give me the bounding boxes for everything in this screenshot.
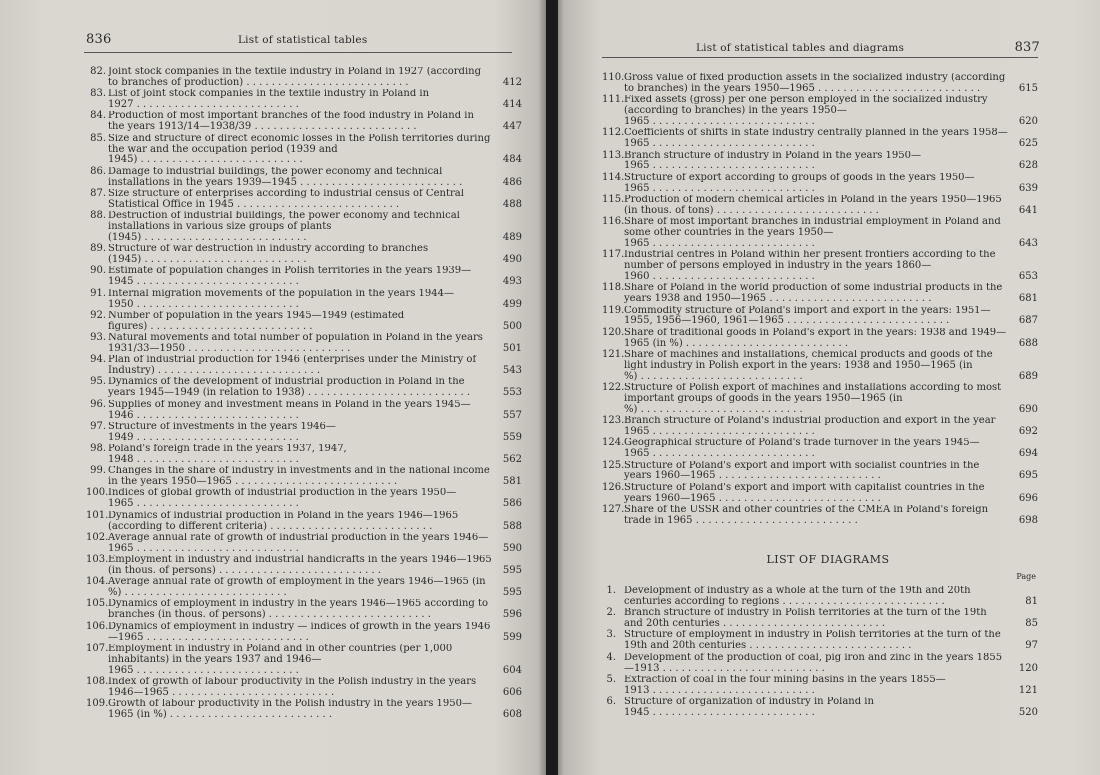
item-number: 121. [602, 348, 625, 360]
item-number: 5. [606, 673, 616, 685]
item-page: 595 [502, 587, 522, 599]
item-number: 82. [90, 66, 106, 77]
list-item [86, 555, 522, 577]
item-title: Fixed assets (gross) per one person employed in the socialized industry (according to branches) in the years 1950—1965 . . . [624, 95, 1008, 128]
item-title: Joint stock companies in the textile industry in Poland in 1927 (according to branches of production) . . . [108, 67, 492, 89]
item-page: 562 [502, 453, 522, 465]
item-number: 106. [86, 620, 109, 632]
list-item [86, 644, 522, 677]
item-title: Gross value of fixed production assets in the socialized industry (according to branches) in the years 1950—1965 . . . [624, 73, 1008, 95]
item-number: 1. [606, 585, 616, 596]
item-page: 689 [1018, 370, 1038, 382]
item-number: 108. [86, 676, 109, 687]
item-title: Structure of Polish export of machines and installations according to most important groups of goods in the years 1950—1965 (in %) . . . [624, 383, 1008, 416]
item-page: 694 [1018, 448, 1038, 460]
item-title: Damage to industrial buildings, the power economy and technical installations in the years 1939—1945 . . . [108, 167, 492, 189]
item-number: 110. [602, 72, 625, 83]
list-item [86, 444, 522, 466]
item-title: Dynamics of employment in industry in the years 1946—1965 according to branches (in thous. of persons) . . . [108, 599, 492, 621]
list-item [602, 483, 1038, 505]
list-item [86, 167, 522, 189]
right-table-list [602, 73, 1038, 527]
list-item [602, 350, 1038, 383]
item-number: 122. [602, 382, 625, 394]
list-item [86, 677, 522, 699]
item-number: 119. [602, 304, 625, 316]
item-page: 553 [502, 387, 522, 399]
list-item [86, 400, 522, 422]
list-item [86, 289, 522, 311]
item-page: 85 [1025, 618, 1038, 630]
list-item [602, 608, 1038, 630]
item-number: 103. [86, 554, 109, 566]
list-item [86, 622, 522, 644]
left-page-number: 836 [86, 32, 112, 47]
item-title: Production of modern chemical articles in Poland in the years 1950—1965 (in thous. of tons) . . . [624, 195, 1008, 217]
item-number: 125. [602, 459, 625, 471]
item-title: Poland's foreign trade in the years 1937, 1947, 1948 . . . [108, 444, 492, 466]
item-title: Share of most important branches in industrial employment in Poland and some other countries in the years 1950—1965 . . . [624, 217, 1008, 250]
item-number: 127. [602, 503, 625, 515]
item-title: Indices of global growth of industrial production in the years 1950—1965 . . . [108, 488, 492, 510]
item-number: 102. [86, 531, 109, 543]
item-page: 696 [1018, 492, 1038, 504]
item-number: 85. [90, 132, 106, 144]
item-title: Structure of Poland's export and import with capitalist countries in the years 1960—1965 . . . [624, 483, 1008, 505]
item-number: 88. [90, 210, 106, 222]
item-page: 586 [502, 498, 522, 510]
item-title: Structure of investments in the years 1946—1949 . . . [108, 422, 492, 444]
item-page: 604 [502, 664, 522, 676]
item-page: 484 [502, 154, 522, 166]
item-page: 608 [502, 709, 522, 721]
item-number: 92. [90, 309, 106, 321]
list-item [602, 675, 1038, 697]
item-title: Structure of export according to groups of goods in the years 1950—1965 . . . [624, 173, 1008, 195]
item-title: Internal migration movements of the population in the years 1944—1950 . . . [108, 289, 492, 311]
item-number: 101. [86, 509, 109, 521]
item-number: 111. [602, 94, 625, 106]
item-page: 695 [1018, 470, 1038, 482]
item-title: Commodity structure of Poland's import and export in the years: 1951—1955, 1956—1960, 1961—1965 . . . [624, 306, 1008, 328]
item-number: 104. [86, 576, 109, 588]
item-title: Growth of labour productivity in the Polish industry in the years 1950—1965 (in %) . . . [108, 699, 492, 721]
list-item [86, 466, 522, 488]
item-page: 543 [502, 365, 522, 377]
item-title: Share of Poland in the world production of some industrial products in the years 1938 and 1950—1965 . . . [624, 283, 1008, 305]
list-item [86, 67, 522, 89]
item-page: 559 [502, 431, 522, 443]
right-running-head: List of statistical tables and diagrams [696, 42, 905, 54]
book-gutter [546, 0, 558, 775]
item-number: 93. [90, 332, 106, 344]
list-item [602, 630, 1038, 652]
item-page: 97 [1025, 640, 1038, 652]
item-number: 124. [602, 437, 625, 449]
item-page: 653 [1018, 271, 1038, 283]
list-item [602, 173, 1038, 195]
item-number: 115. [602, 193, 625, 205]
item-number: 98. [90, 443, 106, 455]
list-item [602, 95, 1038, 128]
list-item [602, 653, 1038, 675]
list-item [86, 511, 522, 533]
item-page: 588 [502, 520, 522, 532]
item-title: Changes in the share of industry in investments and in the national income in the years 1950—1965 . . . [108, 466, 492, 488]
item-number: 95. [90, 376, 106, 388]
item-page: 692 [1018, 426, 1038, 438]
list-item [86, 533, 522, 555]
list-item [86, 377, 522, 399]
item-number: 120. [602, 326, 625, 338]
item-page: 620 [1018, 116, 1038, 128]
item-page: 628 [1018, 160, 1038, 172]
diagrams-heading: LIST OF DIAGRAMS [766, 553, 890, 566]
left-header-rule [84, 52, 512, 53]
item-page: 599 [502, 631, 522, 643]
item-title: Size and structure of direct economic losses in the Polish territories during the war and the occupation period (1939 and 1945) . . . [108, 134, 492, 167]
item-title: Structure of employment in industry in Polish territories at the turn of the 19th and 20th centuries . . . [624, 630, 1008, 652]
item-title: Destruction of industrial buildings, the power economy and technical installations in various size groups of plants (1945) . . . [108, 211, 492, 244]
left-running-head: List of statistical tables [238, 34, 368, 46]
item-page: 493 [502, 276, 522, 288]
list-item [86, 244, 522, 266]
item-page: 490 [502, 254, 522, 266]
list-item [602, 217, 1038, 250]
item-number: 99. [90, 465, 106, 477]
item-page: 596 [502, 609, 522, 621]
list-item [602, 416, 1038, 438]
item-page: 687 [1018, 315, 1038, 327]
item-number: 94. [90, 354, 106, 366]
item-page: 595 [502, 564, 522, 576]
item-page: 615 [1018, 82, 1038, 94]
item-title: Share of machines and installations, chemical products and goods of the light industry in Polish export in the years: 1938 and 1950—1965 (in %) . . . [624, 350, 1008, 383]
item-number: 87. [90, 187, 106, 199]
right-header-rule [602, 57, 1038, 58]
item-page: 500 [502, 320, 522, 332]
item-number: 96. [90, 398, 106, 410]
item-title: Dynamics of the development of industrial production in Poland in the years 1945—1949 (in relation to 1938) . . . [108, 377, 492, 399]
item-page: 489 [502, 231, 522, 243]
item-page: 590 [502, 542, 522, 554]
list-item [86, 266, 522, 288]
item-page: 501 [502, 342, 522, 354]
item-page: 121 [1018, 684, 1038, 696]
list-item [602, 195, 1038, 217]
item-number: 89. [90, 243, 106, 255]
item-title: Number of population in the years 1945—1949 (estimated figures) . . . [108, 311, 492, 333]
item-number: 91. [90, 287, 106, 299]
list-item [86, 699, 522, 721]
item-number: 84. [90, 110, 106, 122]
list-item [602, 283, 1038, 305]
list-item [602, 328, 1038, 350]
list-item [602, 151, 1038, 173]
list-item [86, 355, 522, 377]
item-page: 81 [1025, 595, 1038, 607]
item-page: 486 [502, 176, 522, 188]
item-title: Structure of organization of industry in Poland in 1945 . . . [624, 697, 1008, 719]
item-title: Average annual rate of growth of industrial production in the years 1946—1965 . . . [108, 533, 492, 555]
list-item [602, 306, 1038, 328]
item-title: Coefficients of shifts in state industry centrally planned in the years 1958—1965 . . . [624, 128, 1008, 150]
list-item [602, 383, 1038, 416]
item-page: 447 [502, 121, 522, 133]
right-page-number: 837 [1014, 40, 1040, 55]
item-title: Production of most important branches of the food industry in Poland in the years 1913/14—1938/39 . . . [108, 111, 492, 133]
item-page: 698 [1018, 514, 1038, 526]
item-title: Estimate of population changes in Polish territories in the years 1939—1945 . . . [108, 266, 492, 288]
right-page [556, 0, 1100, 775]
left-table-list [86, 67, 522, 721]
page-column-label: Page [1016, 572, 1036, 581]
item-title: Branch structure of Poland's industrial production and export in the year 1965 . . . [624, 416, 1008, 438]
item-number: 118. [602, 282, 625, 294]
item-title: Natural movements and total number of population in Poland in the years 1931/33—1950 . . . [108, 333, 492, 355]
item-number: 100. [86, 487, 109, 499]
item-number: 86. [90, 165, 106, 177]
item-page: 639 [1018, 182, 1038, 194]
item-page: 690 [1018, 403, 1038, 415]
list-item [86, 599, 522, 621]
list-item [602, 250, 1038, 283]
item-number: 117. [602, 249, 625, 261]
list-item [602, 505, 1038, 527]
item-number: 109. [86, 698, 109, 710]
list-item [86, 189, 522, 211]
item-number: 4. [606, 651, 616, 663]
list-item [602, 128, 1038, 150]
list-item [86, 333, 522, 355]
item-title: Geographical structure of Poland's trade turnover in the years 1945—1965 . . . [624, 438, 1008, 460]
item-page: 412 [502, 76, 522, 88]
list-item [86, 211, 522, 244]
item-number: 2. [606, 607, 616, 619]
item-page: 414 [502, 99, 522, 111]
item-page: 688 [1018, 337, 1038, 349]
list-item [86, 89, 522, 111]
list-item [602, 586, 1038, 608]
item-title: Average annual rate of growth of employment in the years 1946—1965 (in %) . . . [108, 577, 492, 599]
list-item [86, 488, 522, 510]
item-title: Employment in industry and industrial handicrafts in the years 1946—1965 (in thous. of persons) . . . [108, 555, 492, 577]
item-title: Plan of industrial production for 1946 (enterprises under the Ministry of Industry) . . . [108, 355, 492, 377]
item-page: 641 [1018, 204, 1038, 216]
item-title: Size structure of enterprises according to industrial census of Central Statistical Office in 1945 . . . [108, 189, 492, 211]
item-number: 97. [90, 420, 106, 432]
item-number: 105. [86, 598, 109, 610]
item-number: 113. [602, 149, 625, 161]
item-page: 606 [502, 686, 522, 698]
item-number: 6. [606, 696, 616, 708]
item-title: Supplies of money and investment means in Poland in the years 1945—1946 . . . [108, 400, 492, 422]
item-page: 120 [1018, 662, 1038, 674]
item-page: 625 [1018, 138, 1038, 150]
list-item [602, 73, 1038, 95]
list-item [86, 577, 522, 599]
item-page: 499 [502, 298, 522, 310]
item-title: Share of traditional goods in Poland's export in the years: 1938 and 1949—1965 (in %) . . . [624, 328, 1008, 350]
item-title: Dynamics of employment in industry — indices of growth in the years 1946—1965 . . . [108, 622, 492, 644]
item-title: Index of growth of labour productivity in the Polish industry in the years 1946—1965 . . . [108, 677, 492, 699]
item-number: 114. [602, 171, 625, 183]
diagram-list [602, 586, 1038, 719]
item-page: 681 [1018, 293, 1038, 305]
item-title: Branch structure of industry in Poland in the years 1950—1965 . . . [624, 151, 1008, 173]
item-title: Structure of war destruction in industry according to branches (1945) . . . [108, 244, 492, 266]
item-number: 83. [90, 88, 106, 100]
item-title: Branch structure of industry in Polish territories at the turn of the 19th and 20th centuries . . . [624, 608, 1008, 630]
list-item [86, 134, 522, 167]
item-number: 107. [86, 642, 109, 654]
list-item [86, 422, 522, 444]
item-page: 581 [502, 476, 522, 488]
item-page: 643 [1018, 237, 1038, 249]
item-number: 123. [602, 415, 625, 427]
item-number: 112. [602, 127, 625, 139]
item-page: 557 [502, 409, 522, 421]
item-title: Structure of Poland's export and import with socialist countries in the years 1960—1965 . . . [624, 461, 1008, 483]
left-page [0, 0, 548, 775]
item-title: Share of the USSR and other countries of the CMEA in Poland's foreign trade in 1965 . . . [624, 505, 1008, 527]
item-number: 3. [606, 629, 616, 641]
item-title: Industrial centres in Poland within her present frontiers according to the number of persons employed in industry in the years 1860—1960 . . . [624, 250, 1008, 283]
item-page: 520 [1018, 706, 1038, 718]
list-item [602, 461, 1038, 483]
list-item [86, 111, 522, 133]
item-title: Employment in industry in Poland and in other countries (per 1,000 inhabitants) in the years 1937 and 1946—1965 . . . [108, 644, 492, 677]
item-page: 488 [502, 198, 522, 210]
item-number: 116. [602, 216, 625, 228]
item-title: Dynamics of industrial production in Poland in the years 1946—1965 (according to different criteria) . . . [108, 511, 492, 533]
item-title: Development of the production of coal, pig iron and zinc in the years 1855—1913 . . . [624, 653, 1008, 675]
list-item [86, 311, 522, 333]
item-title: List of joint stock companies in the textile industry in Poland in 1927 . . . [108, 89, 492, 111]
item-number: 126. [602, 481, 625, 493]
list-item [602, 697, 1038, 719]
item-title: Extraction of coal in the four mining basins in the years 1855—1913 . . . [624, 675, 1008, 697]
list-item [602, 438, 1038, 460]
item-title: Development of industry as a whole at the turn of the 19th and 20th centuries according to regions . . . [624, 586, 1008, 608]
item-number: 90. [90, 265, 106, 277]
